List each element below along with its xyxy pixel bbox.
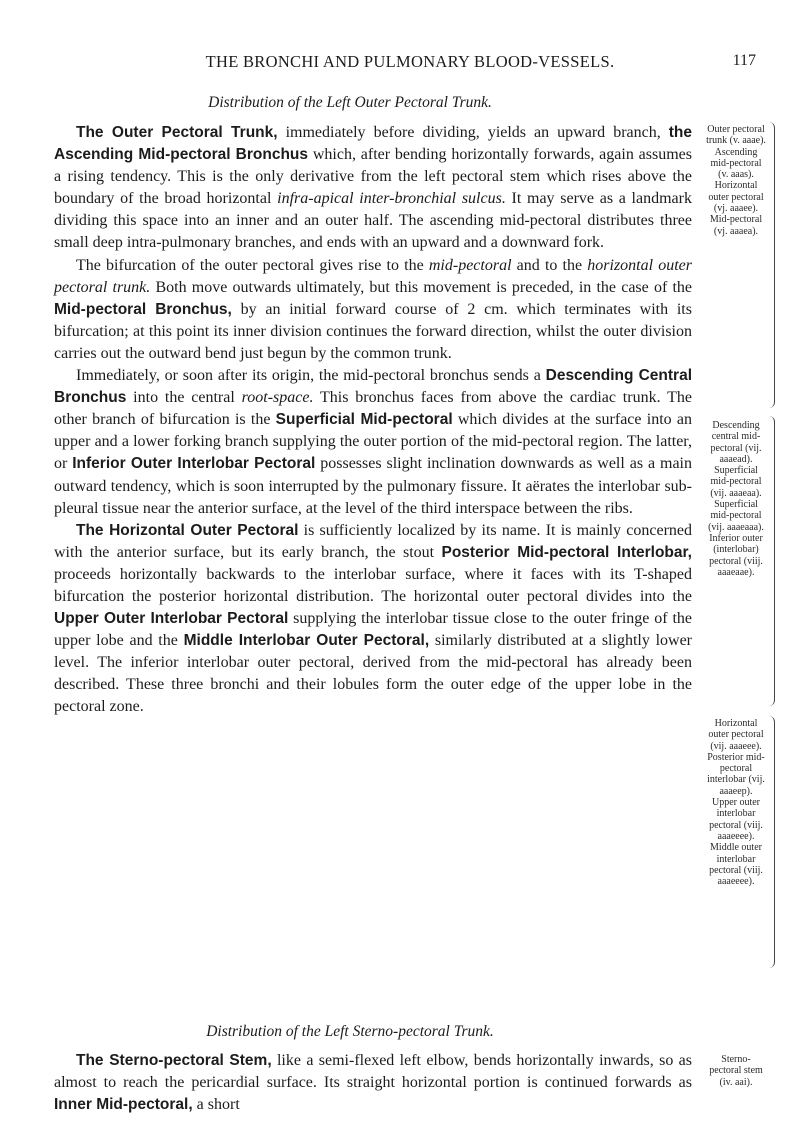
bold-term: the Ascending Mid-pectoral Bronchus: [54, 124, 692, 164]
margin-brace: [764, 122, 775, 408]
margin-note: Ascending mid-pectoral (v. aaas).: [710, 146, 762, 181]
bold-term: Superficial Mid-pectoral: [275, 411, 453, 429]
paragraph: [54, 1050, 692, 1116]
bold-term: The Sterno-pectoral Stem,: [76, 1052, 272, 1069]
text-run: like a semi-flexed left elbow, bends horizontally inwards, so as almost to reach the pericardial surface. Its straight horizontal portion is continued forwards as: [54, 1052, 692, 1092]
text-run: immediately before dividing, yields an upward branch,: [277, 124, 669, 141]
margin-note: Horizontal outer pectoral (vj. aaaee).: [708, 180, 764, 215]
margin-notes-group-1: [706, 124, 766, 237]
margin-note: Inferior outer (interlobar) pectoral (viij. aaaeaae).: [709, 532, 763, 578]
text-run: proceeds horizontally backwards to the interlobar surface, where it faces with its T-shaped bifurcation the posterior horizontal distribution. The horizontal outer pectoral divides into the: [54, 565, 692, 605]
italic-term: mid-pectoral: [428, 256, 512, 274]
text-run: It may serve as a landmark dividing this space into an inner and an outer half. The ascending mid-pectoral distributes three small deep intra-pulmonary branches, and ends with an upward and a downward fork.: [54, 190, 692, 252]
page-number: 117: [732, 52, 756, 69]
italic-term: root-space.: [241, 389, 314, 407]
margin-note: Descending central mid-pectoral (vij. aaaead).: [710, 420, 762, 465]
margin-note: Horizontal outer pectoral (vij. aaaeee).: [708, 718, 764, 752]
section-heading-outer-pectoral: Distribution of the Left Outer Pectoral Trunk.: [208, 94, 492, 111]
margin-note: Superficial mid-pectoral (vij. aaaeaa).: [710, 465, 762, 499]
text-run: similarly distributed at a slightly lower level. The inferior interlobar outer pectoral, derived from the mid-pectoral has already been described. These three bronchi and their lobules form the outer edge of the upper lobe in the pectoral zone.: [54, 632, 693, 716]
text-run: and to the: [511, 256, 588, 274]
margin-note: Upper outer interlobar pectoral (viij. aaaeeee).: [709, 797, 763, 842]
section-heading-sterno-pectoral: Distribution of the Left Sterno-pectoral Trunk.: [206, 1023, 494, 1040]
text-run: Immediately, or soon after its origin, the mid-pectoral bronchus sends a: [76, 367, 546, 385]
italic-term: infra-apical inter-bronchial sulcus.: [277, 190, 506, 208]
bold-term: The Outer Pectoral Trunk,: [76, 124, 278, 141]
bold-term: Middle Interlobar Outer Pectoral,: [183, 632, 430, 650]
text-run: by an initial forward course of 2 cm. which terminates with its bifurcation; at this point its inner division continues the forward direction, whilst the outer division carries out the outward bend just begun by the common trunk.: [54, 300, 692, 362]
margin-note-sterno-pectoral: Sterno-pectoral stem (iv. aai).: [709, 1054, 763, 1088]
bold-term: The Horizontal Outer Pectoral: [76, 521, 299, 539]
running-head: THE BRONCHI AND PULMONARY BLOOD-VESSELS.: [205, 52, 615, 71]
margin-brace: [764, 716, 775, 968]
margin-note: Posterior mid-pectoral interlobar (vij. aaaeep).: [707, 751, 765, 797]
paragraph: [54, 365, 692, 520]
bold-term: Inferior Outer Interlobar Pectoral: [72, 455, 316, 473]
margin-notes-group-2: [706, 420, 766, 578]
text-run: supplying the interlobar tissue close to the outer fringe of the upper lobe and the: [54, 610, 693, 650]
bold-term: Descending Central Bronchus: [54, 367, 693, 407]
bold-term: Posterior Mid-pectoral Interlobar,: [441, 543, 692, 561]
bold-term: Mid-pectoral Bronchus,: [54, 300, 232, 318]
italic-term: horizontal outer pectoral trunk.: [54, 256, 693, 296]
margin-note: Superficial mid-pectoral (vij. aaaeaaa).: [708, 499, 764, 533]
section-body-sterno-pectoral: [54, 1050, 692, 1116]
bold-term: Inner Mid-pectoral,: [54, 1096, 193, 1114]
margin-note: Middle outer interlobar pectoral (viij. aaaeeee).: [709, 842, 763, 888]
text-run: which, after bending horizontally forwards, again assumes a rising tendency. This is the only derivative from the left pectoral stem which rises above the boundary of the broad horizontal: [54, 146, 692, 208]
text-run: Both move outwards ultimately, but this movement is preceded, in the case of the: [150, 278, 693, 296]
text-run: into the central: [126, 389, 242, 407]
text-run: is sufficiently localized by its name. It is mainly concerned with the anterior surface, but its early branch, the stout: [54, 521, 692, 561]
text-run: This bronchus faces from above the cardiac trunk. The other branch of bifurcation is the: [54, 389, 692, 429]
margin-brace: [764, 416, 775, 706]
paragraph: [54, 255, 692, 365]
paragraph: [54, 122, 692, 255]
margin-note: Mid-pectoral (vj. aaaea).: [709, 214, 763, 237]
text-run: possesses slight inclination downwards as well as a main outward tendency, which is soon interrupted by the pulmonary fissure. It aërates the interlobar sub-pleural tissue near the anterior surface, at the level of the third interspace between the ribs.: [54, 455, 693, 517]
margin-note: Outer pectoral trunk (v. aaae).: [706, 124, 766, 147]
section-body-outer-pectoral: [54, 122, 692, 719]
margin-notes-group-3: [706, 718, 766, 887]
paragraph: [54, 520, 692, 719]
text-run: which divides at the surface into an upper and a lower forking branch supplying the outer portion of the mid-pectoral region. The latter, or: [54, 411, 692, 473]
bold-term: Upper Outer Interlobar Pectoral: [54, 610, 289, 628]
text-run: a short: [192, 1096, 240, 1114]
text-run: The bifurcation of the outer pectoral gives rise to the: [76, 256, 429, 274]
